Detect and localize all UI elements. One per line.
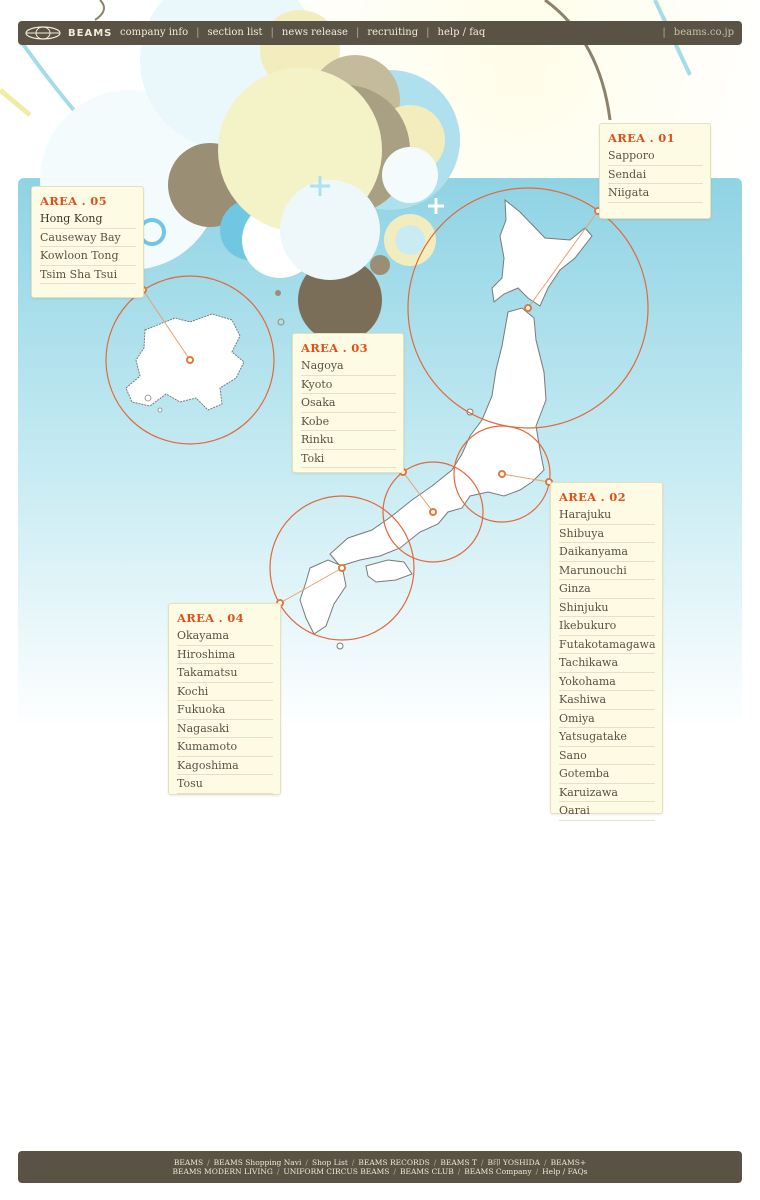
site-link[interactable] <box>662 27 734 38</box>
nav-news-release[interactable]: news release <box>281 27 348 38</box>
nav-separator: | <box>270 27 274 38</box>
area-05-title: AREA . 05 <box>40 194 107 208</box>
area-04-card <box>168 603 281 795</box>
shop-link-okayama[interactable]: Okayama <box>177 627 273 646</box>
footer-link-beams[interactable]: BEAMS <box>173 1158 204 1167</box>
shop-link-yokohama[interactable]: Yokohama <box>559 673 655 692</box>
shop-link-fukuoka[interactable]: Fukuoka <box>177 701 273 720</box>
shop-link-hiroshima[interactable]: Hiroshima <box>177 646 273 665</box>
shop-link-kobe[interactable]: Kobe <box>301 413 396 432</box>
area-05-card <box>31 186 144 298</box>
footer-links-row-1: BEAMS / BEAMS Shopping Navi / Shop List / BEAMS RECORDS / BEAMS T / B印 YOSHIDA / BEAMS+ <box>173 1158 587 1167</box>
shop-link-karuizawa[interactable]: Karuizawa <box>559 784 655 803</box>
logo-text: BEAMS <box>68 27 113 39</box>
footer-link-b-yoshida[interactable]: B印 YOSHIDA <box>487 1158 541 1167</box>
shop-link-rinku[interactable]: Rinku <box>301 431 396 450</box>
footer-link-beams-t[interactable]: BEAMS T <box>440 1158 477 1167</box>
nav-separator: | <box>196 27 200 38</box>
shop-link-gotemba[interactable]: Gotemba <box>559 765 655 784</box>
footer-link-uniform-circus[interactable]: UNIFORM CIRCUS BEAMS <box>283 1167 390 1176</box>
shop-link-takamatsu[interactable]: Takamatsu <box>177 664 273 683</box>
shop-link-niigata[interactable]: Niigata <box>608 184 703 203</box>
shop-link-ginza[interactable]: Ginza <box>559 580 655 599</box>
shop-link-shinjuku[interactable]: Shinjuku <box>559 599 655 618</box>
site-url: beams.co.jp <box>673 27 734 38</box>
shop-link-hong-kong[interactable]: Hong Kong <box>40 210 136 229</box>
area-03-card <box>292 333 404 473</box>
area-01-title: AREA . 01 <box>608 131 675 145</box>
area-03-title: AREA . 03 <box>301 341 368 355</box>
area-02-title: AREA . 02 <box>559 490 626 504</box>
footer-link-beams-company[interactable]: BEAMS Company <box>464 1167 532 1176</box>
footer-bar <box>18 1151 742 1183</box>
nav-recruiting[interactable]: recruiting <box>367 27 419 38</box>
nav-section-list[interactable]: section list <box>207 27 263 38</box>
shop-link-tosu[interactable]: Tosu <box>177 775 273 794</box>
area-03-shop-list <box>301 357 396 468</box>
shop-link-kyoto[interactable]: Kyoto <box>301 376 396 395</box>
shop-link-sendai[interactable]: Sendai <box>608 166 703 185</box>
shop-link-futakotamagawa[interactable]: Futakotamagawa <box>559 636 655 655</box>
nav-company-info[interactable]: company info <box>120 27 189 38</box>
shop-link-osaka[interactable]: Osaka <box>301 394 396 413</box>
shop-link-tsim-sha-tsui[interactable]: Tsim Sha Tsui <box>40 266 136 285</box>
footer-link-shopping-navi[interactable]: BEAMS Shopping Navi <box>213 1158 302 1167</box>
main-nav <box>120 27 485 38</box>
footer-link-beams-plus[interactable]: BEAMS+ <box>550 1158 587 1167</box>
shop-link-kashiwa[interactable]: Kashiwa <box>559 691 655 710</box>
nav-separator: | <box>426 27 430 38</box>
shop-link-shibuya[interactable]: Shibuya <box>559 525 655 544</box>
shop-link-kochi[interactable]: Kochi <box>177 683 273 702</box>
nav-separator: | <box>662 27 666 38</box>
shop-link-daikanyama[interactable]: Daikanyama <box>559 543 655 562</box>
footer-links-row-2: BEAMS MODERN LIVING / UNIFORM CIRCUS BEAMS / BEAMS CLUB / BEAMS Company / Help / FAQs <box>172 1167 588 1176</box>
shop-link-tachikawa[interactable]: Tachikawa <box>559 654 655 673</box>
area-04-shop-list <box>177 627 273 794</box>
beams-logo[interactable] <box>24 25 112 41</box>
footer-link-beams-records[interactable]: BEAMS RECORDS <box>358 1158 430 1167</box>
area-01-shop-list <box>608 147 703 203</box>
footer-link-modern-living[interactable]: BEAMS MODERN LIVING <box>172 1167 273 1176</box>
shop-link-yatsugatake[interactable]: Yatsugatake <box>559 728 655 747</box>
area-02-shop-list <box>559 506 655 821</box>
shop-link-kagoshima[interactable]: Kagoshima <box>177 757 273 776</box>
area-04-title: AREA . 04 <box>177 611 244 625</box>
shop-link-nagoya[interactable]: Nagoya <box>301 357 396 376</box>
shop-link-omiya[interactable]: Omiya <box>559 710 655 729</box>
footer-link-shop-list[interactable]: Shop List <box>311 1158 348 1167</box>
shop-link-sapporo[interactable]: Sapporo <box>608 147 703 166</box>
shop-link-oarai[interactable]: Oarai <box>559 802 655 821</box>
shop-link-nagasaki[interactable]: Nagasaki <box>177 720 273 739</box>
shop-link-sano[interactable]: Sano <box>559 747 655 766</box>
footer-link-beams-club[interactable]: BEAMS CLUB <box>399 1167 454 1176</box>
shop-link-toki[interactable]: Toki <box>301 450 396 469</box>
area-01-card <box>599 123 711 219</box>
shop-link-ikebukuro[interactable]: Ikebukuro <box>559 617 655 636</box>
shop-link-kowloon-tong[interactable]: Kowloon Tong <box>40 247 136 266</box>
globe-logo-icon <box>24 26 62 40</box>
nav-separator: | <box>355 27 360 38</box>
shop-link-causeway-bay[interactable]: Causeway Bay <box>40 229 136 248</box>
top-nav-bar <box>18 21 742 45</box>
footer-link-help-faqs[interactable]: Help / FAQs <box>542 1167 588 1176</box>
area-02-card <box>550 482 663 817</box>
shop-link-marunouchi[interactable]: Marunouchi <box>559 562 655 581</box>
shop-link-harajuku[interactable]: Harajuku <box>559 506 655 525</box>
area-05-shop-list <box>40 210 136 284</box>
nav-help-faq[interactable]: help / faq <box>437 27 486 38</box>
shop-link-kumamoto[interactable]: Kumamoto <box>177 738 273 757</box>
